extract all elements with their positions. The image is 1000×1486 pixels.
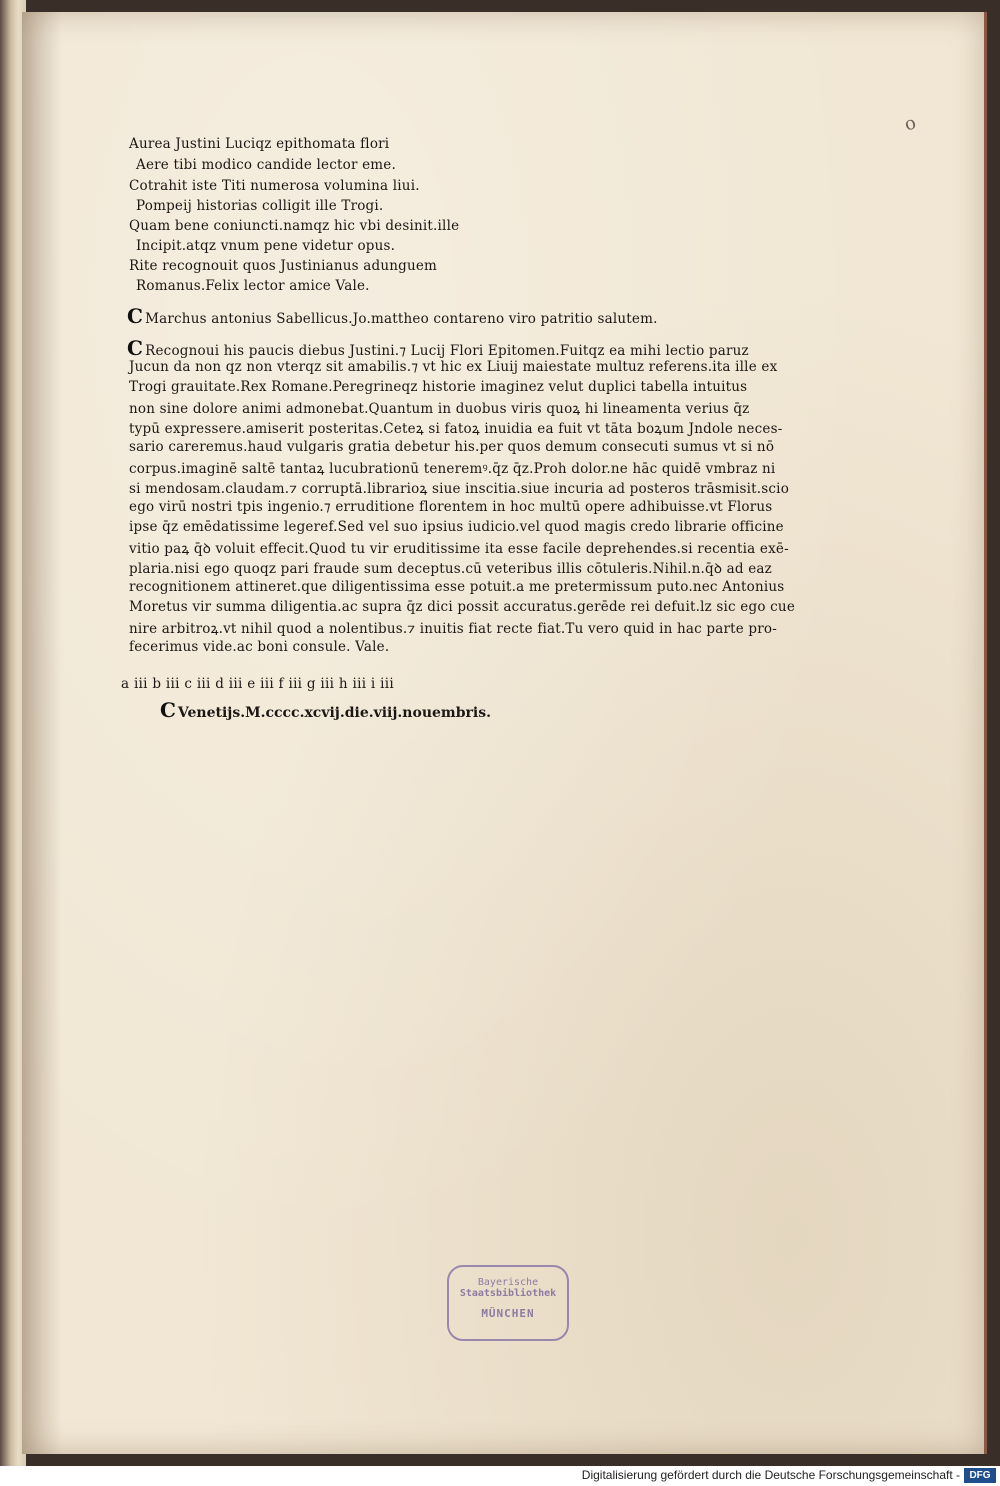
letter-line: typū expressere.amiserit posteritas.Ceteꝝ si fatoꝝ inuidia ea fuit vt tāta boꝝum Jndole neces- — [129, 421, 783, 437]
letter-line: vitio paꝝ q̄ꝺ voluit effecit.Quod tu vir eruditissime ita esse facile deprehendes.si recentia exē- — [129, 541, 789, 557]
letter-line: non sine dolore animi admonebat.Quantum in duobus viris quoꝝ hi lineamenta verius q̄z — [129, 401, 750, 417]
pencil-mark: o — [902, 112, 919, 136]
letter-line: plaria.nisi ego quoqz pari fraude sum deceptus.cū veteribus illis cōtuleris.Nihil.n.q̄ꝺ ad eaz — [129, 561, 772, 577]
colophon — [160, 698, 491, 722]
salutation — [127, 304, 658, 328]
stamp-line: MÜNCHEN — [481, 1307, 535, 1320]
poem-line: Incipit.atqz vnum pene videtur opus. — [136, 238, 396, 254]
stamp-line: Staatsbibliothek — [459, 1288, 557, 1299]
dfg-logo-icon: DFG — [964, 1468, 996, 1483]
poem-line: Cotrahit iste Titi numerosa volumina liui. — [129, 178, 420, 194]
letter-line: Jucun da non qz non vterqz sit amabilis.⁊ vt hic ex Liuij maiestate multuz referens.ita ille ex — [129, 359, 778, 375]
register-signatures: a iii b iii c iii d iii e iii f iii g iii h iii i iii — [121, 676, 394, 692]
footer-bar — [0, 1466, 1000, 1486]
letter-line: fecerimus vide.ac boni consule. Vale. — [129, 639, 390, 655]
footer-credit: Digitalisierung gefördert durch die Deutsche Forschungsgemeinschaft - — [581, 1468, 960, 1482]
gutter-shadow — [22, 12, 62, 1454]
letter-line-text: Recognoui his paucis diebus Justini.⁊ Lucij Flori Epitomen.Fuitqz ea mihi lectio paruz — [145, 343, 749, 359]
letter-line: ego virū nostri tpis ingenio.⁊ erruditione florentem in hoc multū opere adhibuisse.vt Florus — [129, 499, 773, 515]
paragraph-mark-icon: C — [127, 336, 144, 360]
book-page — [22, 12, 987, 1454]
poem-line: Romanus.Felix lector amice Vale. — [136, 278, 370, 294]
letter-line: Moretus vir summa diligentia.ac supra q̄z dici possit accuratus.gerēde rei defuit.lz sic ego cue — [129, 599, 796, 615]
letter-line: recognitionem attineret.que diligentissima esse potuit.a me pretermissum puto.nec Antonius — [129, 579, 785, 595]
stamp-line: Bayerische — [477, 1277, 539, 1288]
letter-line: ipse q̄z emēdatissime legeref.Sed vel suo ipsius iudicio.vel quod magis credo librarie officine — [129, 519, 784, 535]
letter-line: nire arbitroꝝ.vt nihil quod a nolentibus.⁊ inuitis fiat recte fiat.Tu vero quid in hac parte pro- — [129, 621, 778, 637]
library-stamp — [447, 1265, 569, 1341]
poem-line: Pompeij historias colligit ille Trogi. — [136, 198, 384, 214]
poem-line: Quam bene coniuncti.namqz hic vbi desinit.ille — [129, 218, 460, 234]
letter-line — [127, 336, 749, 360]
letter-line: si mendosam.claudam.⁊ corruptā.librarioꝝ siue inscitia.siue incuria ad posteros trāsmisit.scio — [129, 481, 790, 497]
poem-line: Aurea Justini Luciqz epithomata flori — [129, 136, 390, 152]
poem-line: Aere tibi modico candide lector eme. — [136, 157, 396, 173]
salutation-text: Marchus antonius Sabellicus.Jo.mattheo contareno viro patritio salutem. — [145, 311, 658, 327]
letter-line: corpus.imaginē saltē tantaꝝ lucubrationū teneremꝰ.q̄z q̄z.Proh dolor.ne hāc quidē vmbraz ni — [129, 461, 776, 477]
paragraph-mark-icon: C — [160, 698, 176, 722]
poem-line: Rite recognouit quos Justinianus adunguem — [129, 258, 438, 274]
letter-line: Trogi grauitate.Rex Romane.Peregrineqz historie imaginez velut duplici tabella intuitus — [129, 379, 748, 395]
paragraph-mark-icon: C — [127, 304, 144, 328]
letter-line: sario careremus.haud vulgaris gratia debetur his.per quos demum consecuti sumus vt si nō — [129, 439, 775, 455]
colophon-text: Venetijs.M.cccc.xcvij.die.viij.nouembris. — [177, 705, 491, 721]
